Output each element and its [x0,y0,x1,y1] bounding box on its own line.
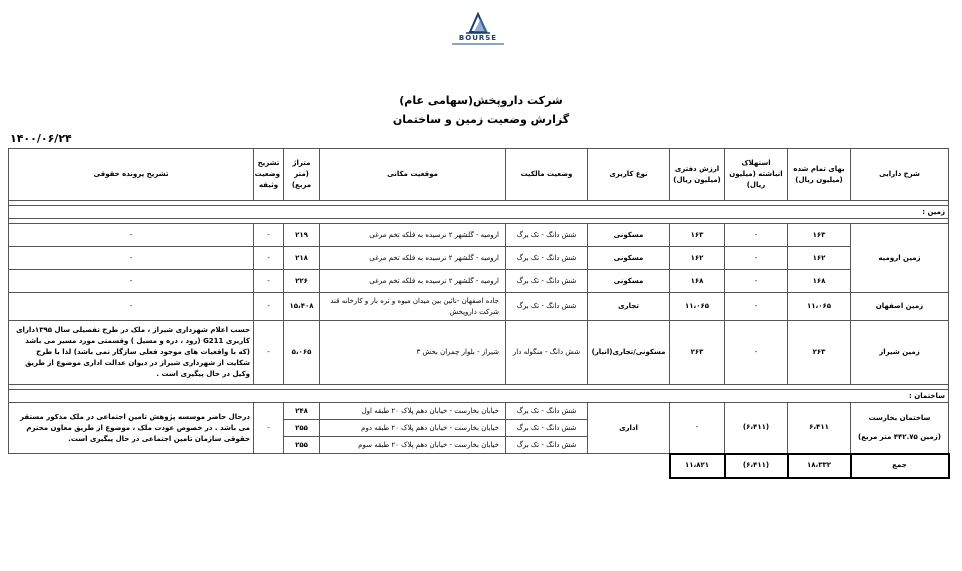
table-row [9,293,949,321]
cell-ownership: شش دانگ - تک برگ [506,403,588,420]
cell-ownership: شش دانگ - تک برگ [506,437,588,454]
cell-ownership: شش دانگ - تک برگ [506,247,588,270]
cell-collateral: - [254,270,284,293]
cell-price: ۲۶۳ [788,321,851,385]
cell-price: ۱۶۸ [788,270,851,293]
total-label: جمع [851,454,949,478]
cell-dep: - [725,321,788,385]
cell-usage: اداری [588,403,670,454]
cell-ownership: شش دانگ - تک برگ [506,270,588,293]
cell-area: ۲۲۶ [284,270,320,293]
cell-book: ۱۶۸ [670,270,725,293]
cell-area: ۲۵۵ [284,437,320,454]
cell-price: ۱۶۲ [788,247,851,270]
header-depreciation: استهلاک انباشته (میلیون ریال) [725,149,788,201]
total-dep: (۶،۴۱۱) [725,454,788,478]
cell-collateral: - [254,321,284,385]
total-row [9,454,949,478]
report-title: گزارش وضعیت زمین و ساختمان [392,113,570,126]
cell-price: ۱۱،۰۶۵ [788,293,851,321]
cell-price: ۱۶۳ [788,224,851,247]
company-name: شرکت داروپخش(سهامی عام) [399,94,563,107]
asset-name: زمین اصفهان [851,293,949,321]
bourse-logo-icon [448,10,508,46]
section-building: ساختمان : [9,390,949,403]
header-location: موقعیت مکانی [320,149,506,201]
cell-ownership: شش دانگ - تک برگ [506,420,588,437]
asset-table [8,148,950,479]
cell-location: جاده اصفهان -نائین بین میدان میوه و تره بار و کارخانه قند شرکت داروپخش [320,293,506,321]
logo-underline [452,43,504,45]
cell-location: شیراز - بلوار چمران بخش ۳ [320,321,506,385]
building-land-area: (زمین ۴۴۲.۷۵ متر مربع) [858,432,941,441]
cell-dep: - [725,224,788,247]
cell-legal: - [9,224,254,247]
cell-area: ۵،۰۶۵ [284,321,320,385]
cell-ownership: شش دانگ - تک برگ [506,293,588,321]
cell-location: ارومیه - گلشهر ۲ نرسیده به فلکه تخم مرغی [320,270,506,293]
cell-area: ۱۵،۴۰۸ [284,293,320,321]
cell-location: ارومیه - گلشهر ۲ نرسیده به فلکه تخم مرغی [320,247,506,270]
report-date: ۱۴۰۰/۰۶/۲۴ [10,132,72,145]
cell-ownership: شش دانگ - منگوله دار [506,321,588,385]
cell-collateral: - [254,247,284,270]
table-row [9,247,949,270]
cell-location: خیابان بخارست - خیابان دهم پلاک ۲۰ طبقه سوم [320,437,506,454]
cell-collateral: - [254,293,284,321]
header-price: بهای تمام شده (میلیون ریال) [788,149,851,201]
cell-area: ۲۵۵ [284,420,320,437]
cell-price: ۶،۴۱۱ [788,403,851,454]
cell-book: ۱۱،۰۶۵ [670,293,725,321]
header-usage: نوع کاربری [588,149,670,201]
header-asset: شرح دارایی [851,149,949,201]
cell-dep: (۶،۴۱۱) [725,403,788,454]
cell-dep: - [725,270,788,293]
cell-dep: - [725,247,788,270]
cell-collateral: - [254,403,284,454]
cell-area: ۲۴۸ [284,403,320,420]
header-legal: تشریح پرونده حقوقی [9,149,254,201]
total-price: ۱۸،۳۳۲ [788,454,851,478]
cell-location: خیابان بخارست - خیابان دهم پلاک ۲۰ طبقه اول [320,403,506,420]
building-name: ساختمان بخارست [868,413,931,422]
cell-legal: - [9,247,254,270]
cell-usage: مسکونی [588,247,670,270]
logo-wordmark: BOURSE [458,34,498,42]
cell-area: ۲۱۸ [284,247,320,270]
cell-legal: - [9,270,254,293]
section-land: زمین : [9,206,949,219]
header-collateral: تشریح وضعیت وثیقه [254,149,284,201]
asset-name: زمین ارومیه [851,224,949,293]
cell-location: ارومیه - گلشهر ۲ نرسیده به فلکه تخم مرغی [320,224,506,247]
asset-name: زمین شیراز [851,321,949,385]
cell-book: ۱۶۳ [670,224,725,247]
cell-ownership: شش دانگ - تک برگ [506,224,588,247]
table-row [9,224,949,247]
table-row [9,321,949,385]
cell-legal: - [9,293,254,321]
asset-name [851,403,949,454]
cell-book: ۱۶۲ [670,247,725,270]
cell-usage: مسکونی [588,224,670,247]
total-book: ۱۱،۸۲۱ [670,454,725,478]
header-row [9,149,949,201]
cell-book: ۲۶۳ [670,321,725,385]
total-blank [9,454,670,478]
table-row [9,403,949,420]
cell-usage: مسکونی [588,270,670,293]
cell-dep: - [725,293,788,321]
cell-book: - [670,403,725,454]
cell-area: ۲۱۹ [284,224,320,247]
header-book-value: ارزش دفتری (میلیون ریال) [670,149,725,201]
header-ownership: وضعیت مالکیت [506,149,588,201]
cell-legal: درحال حاضر موسسه پژوهش تامین اجتماعی در ملک مذکور مستقر می باشد . در خصوص عودت ملک ، موضوع از طریق معاون محترم حقوقی سازمان تامین اجتماعی در حال پیگیری است. [9,403,254,454]
cell-legal: حسب اعلام شهرداری شیراز ، ملک در طرح تفصیلی سال ۱۳۹۵دارای کاربری G211 (رود ، دره و مسیل ) وقسمتی مورد مسیر می باشد (که با واقعیات های موجود فعلی سازگار نمی باشد) لذا با طرح شکایت از شهرداری شیراز در دیوان عدالت اداری موضوع از طریق وکیل در حال پیگیری است . [9,321,254,385]
table-row [9,270,949,293]
cell-collateral: - [254,224,284,247]
cell-usage: تجاری [588,293,670,321]
header-area: متراژ (متر مربع) [284,149,320,201]
cell-location: خیابان بخارست - خیابان دهم پلاک ۲۰ طبقه دوم [320,420,506,437]
cell-usage: مسکونی/تجاری(انبار) [588,321,670,385]
